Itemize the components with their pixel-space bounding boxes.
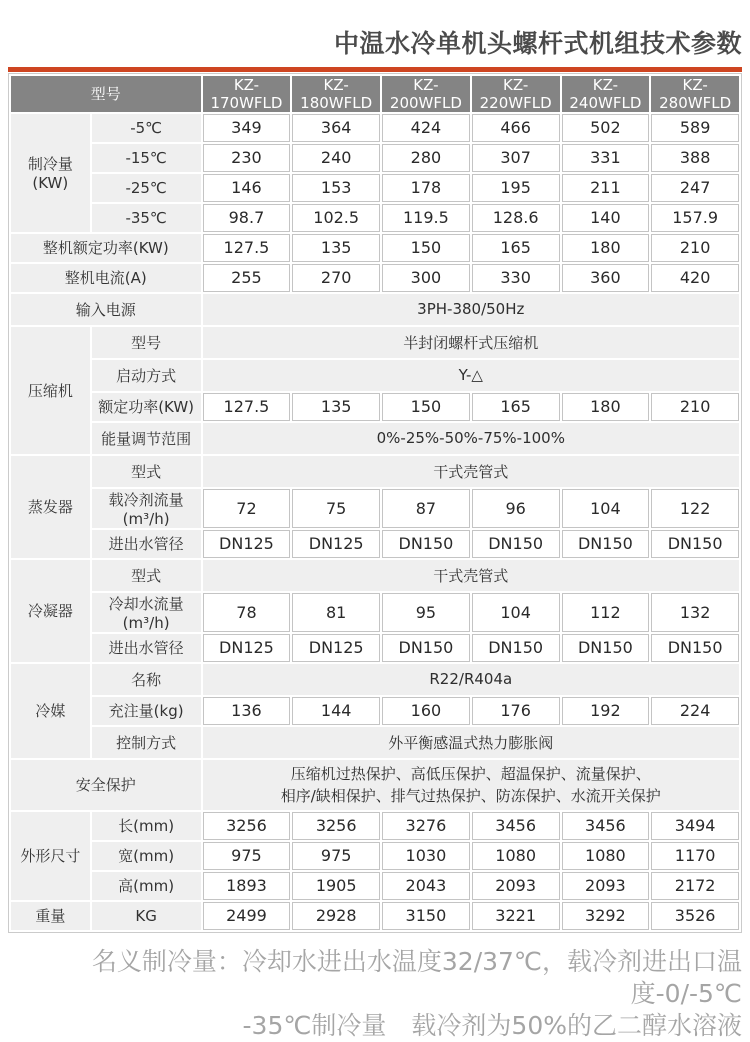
merged-value-cell: 干式壳管式 bbox=[203, 560, 739, 591]
value-cell: 349 bbox=[203, 114, 291, 142]
table-row bbox=[11, 593, 739, 632]
table-row bbox=[11, 664, 739, 695]
row-label-cell: KG bbox=[92, 902, 201, 930]
value-cell: 1893 bbox=[203, 872, 291, 900]
value-cell: DN150 bbox=[382, 634, 470, 662]
row-label-cell: -35℃ bbox=[92, 204, 201, 232]
row-label-cell: 型式 bbox=[92, 456, 201, 487]
value-cell: 3256 bbox=[292, 812, 380, 840]
row-label-cell: 启动方式 bbox=[92, 360, 201, 391]
value-cell: 466 bbox=[472, 114, 560, 142]
table-row bbox=[11, 327, 739, 358]
value-cell: 3526 bbox=[651, 902, 739, 930]
group-cell-compressor: 压缩机 bbox=[11, 327, 90, 454]
value-cell: 144 bbox=[292, 697, 380, 725]
value-cell: 146 bbox=[203, 174, 291, 202]
row-label-cell: 名称 bbox=[92, 664, 201, 695]
group-cell-dimensions: 外形尺寸 bbox=[11, 812, 90, 900]
value-cell: 104 bbox=[562, 489, 650, 528]
model-header-cell: KZ-240WFLD bbox=[562, 76, 650, 112]
value-cell: 224 bbox=[651, 697, 739, 725]
row-label-cell: -5℃ bbox=[92, 114, 201, 142]
safety-text-line2: 相序/缺相保护、排气过热保护、防冻保护、水流开关保护 bbox=[280, 786, 661, 805]
value-cell: 255 bbox=[203, 264, 291, 292]
row-label-cell: 控制方式 bbox=[92, 727, 201, 758]
value-cell: 81 bbox=[292, 593, 380, 632]
value-cell: 240 bbox=[292, 144, 380, 172]
value-cell: DN150 bbox=[472, 530, 560, 558]
value-cell: 180 bbox=[562, 393, 650, 421]
value-cell: 307 bbox=[472, 144, 560, 172]
table-row bbox=[11, 727, 739, 758]
value-cell: 135 bbox=[292, 393, 380, 421]
value-cell: 75 bbox=[292, 489, 380, 528]
value-cell: 78 bbox=[203, 593, 291, 632]
model-header-cell: KZ-180WFLD bbox=[292, 76, 380, 112]
value-cell: 3276 bbox=[382, 812, 470, 840]
safety-protection-cell bbox=[203, 760, 739, 810]
row-label-cell: 充注量(kg) bbox=[92, 697, 201, 725]
value-cell: 150 bbox=[382, 234, 470, 262]
value-cell: DN125 bbox=[203, 634, 291, 662]
value-cell: 388 bbox=[651, 144, 739, 172]
value-cell: 360 bbox=[562, 264, 650, 292]
row-label-cell: 整机额定功率(KW) bbox=[11, 234, 201, 262]
value-cell: DN150 bbox=[651, 634, 739, 662]
table-row bbox=[11, 234, 739, 262]
value-cell: 210 bbox=[651, 234, 739, 262]
merged-value-cell: 半封闭螺杆式压缩机 bbox=[203, 327, 739, 358]
value-cell: 502 bbox=[562, 114, 650, 142]
value-cell: 157.9 bbox=[651, 204, 739, 232]
value-cell: 2093 bbox=[472, 872, 560, 900]
table-row bbox=[11, 812, 739, 840]
value-cell: 98.7 bbox=[203, 204, 291, 232]
value-cell: DN150 bbox=[651, 530, 739, 558]
table-row bbox=[11, 393, 739, 421]
value-cell: 3456 bbox=[562, 812, 650, 840]
value-cell: 247 bbox=[651, 174, 739, 202]
group-cell-condenser: 冷凝器 bbox=[11, 560, 90, 662]
value-cell: 127.5 bbox=[203, 393, 291, 421]
row-label-cell: -15℃ bbox=[92, 144, 201, 172]
table-row bbox=[11, 760, 739, 810]
value-cell: 180 bbox=[562, 234, 650, 262]
value-cell: DN150 bbox=[562, 530, 650, 558]
value-cell: 195 bbox=[472, 174, 560, 202]
table-row bbox=[11, 114, 739, 142]
row-label-cell: 高(mm) bbox=[92, 872, 201, 900]
table-row bbox=[11, 360, 739, 391]
value-cell: 119.5 bbox=[382, 204, 470, 232]
row-label-cell: 整机电流(A) bbox=[11, 264, 201, 292]
model-header-cell: KZ-220WFLD bbox=[472, 76, 560, 112]
value-cell: 104 bbox=[472, 593, 560, 632]
footer-note bbox=[8, 946, 742, 1042]
value-cell: 128.6 bbox=[472, 204, 560, 232]
value-cell: DN150 bbox=[472, 634, 560, 662]
value-cell: 176 bbox=[472, 697, 560, 725]
merged-value-cell: 干式壳管式 bbox=[203, 456, 739, 487]
value-cell: 2093 bbox=[562, 872, 650, 900]
value-cell: DN150 bbox=[382, 530, 470, 558]
table-row bbox=[11, 842, 739, 870]
spec-sheet-page bbox=[0, 28, 750, 1040]
value-cell: 210 bbox=[651, 393, 739, 421]
value-cell: 364 bbox=[292, 114, 380, 142]
value-cell: DN125 bbox=[292, 634, 380, 662]
value-cell: 165 bbox=[472, 393, 560, 421]
model-header-cell: KZ-280WFLD bbox=[651, 76, 739, 112]
value-cell: 1170 bbox=[651, 842, 739, 870]
value-cell: 300 bbox=[382, 264, 470, 292]
group-cell-evaporator: 蒸发器 bbox=[11, 456, 90, 558]
value-cell: 589 bbox=[651, 114, 739, 142]
value-cell: 178 bbox=[382, 174, 470, 202]
row-label-cell: 输入电源 bbox=[11, 294, 201, 325]
group-cell-cooling-capacity: 制冷量(KW) bbox=[11, 114, 90, 232]
merged-value-cell: 外平衡感温式热力膨胀阀 bbox=[203, 727, 739, 758]
row-label-cell: -25℃ bbox=[92, 174, 201, 202]
row-label-cell: 型式 bbox=[92, 560, 201, 591]
merged-value-cell: R22/R404a bbox=[203, 664, 739, 695]
value-cell: DN150 bbox=[562, 634, 650, 662]
value-cell: 102.5 bbox=[292, 204, 380, 232]
value-cell: 150 bbox=[382, 393, 470, 421]
value-cell: 96 bbox=[472, 489, 560, 528]
group-cell-refrigerant: 冷媒 bbox=[11, 664, 90, 758]
value-cell: 72 bbox=[203, 489, 291, 528]
table-row bbox=[11, 294, 739, 325]
accent-divider bbox=[8, 67, 742, 72]
value-cell: 3494 bbox=[651, 812, 739, 840]
value-cell: 420 bbox=[651, 264, 739, 292]
value-cell: 127.5 bbox=[203, 234, 291, 262]
table-row bbox=[11, 456, 739, 487]
table-row bbox=[11, 530, 739, 558]
table-row bbox=[11, 697, 739, 725]
value-cell: 1030 bbox=[382, 842, 470, 870]
value-cell: 112 bbox=[562, 593, 650, 632]
value-cell: 1905 bbox=[292, 872, 380, 900]
value-cell: 153 bbox=[292, 174, 380, 202]
value-cell: 135 bbox=[292, 234, 380, 262]
safety-text-line1: 压缩机过热保护、高低压保护、超温保护、流量保护、 bbox=[290, 764, 651, 783]
value-cell: 2928 bbox=[292, 902, 380, 930]
value-cell: 3221 bbox=[472, 902, 560, 930]
merged-value-cell: 3PH-380/50Hz bbox=[203, 294, 739, 325]
row-label-cell: 宽(mm) bbox=[92, 842, 201, 870]
value-cell: 2499 bbox=[203, 902, 291, 930]
value-cell: 975 bbox=[203, 842, 291, 870]
row-label-cell: 进出水管径 bbox=[92, 530, 201, 558]
value-cell: 87 bbox=[382, 489, 470, 528]
value-cell: 132 bbox=[651, 593, 739, 632]
group-cell-weight: 重量 bbox=[11, 902, 90, 930]
value-cell: 95 bbox=[382, 593, 470, 632]
value-cell: 280 bbox=[382, 144, 470, 172]
model-header-cell: KZ-200WFLD bbox=[382, 76, 470, 112]
value-cell: 165 bbox=[472, 234, 560, 262]
value-cell: 3150 bbox=[382, 902, 470, 930]
table-row bbox=[11, 144, 739, 172]
row-label-cell: 长(mm) bbox=[92, 812, 201, 840]
value-cell: 192 bbox=[562, 697, 650, 725]
table-row bbox=[11, 489, 739, 528]
model-header-row bbox=[11, 76, 739, 112]
value-cell: 1080 bbox=[472, 842, 560, 870]
table-row bbox=[11, 204, 739, 232]
table-row bbox=[11, 264, 739, 292]
value-cell: 424 bbox=[382, 114, 470, 142]
merged-value-cell: 0%-25%-50%-75%-100% bbox=[203, 423, 739, 454]
row-label-cell: 额定功率(KW) bbox=[92, 393, 201, 421]
footer-note-line1: 名义制冷量：冷却水进出水温度32/37℃，载冷剂进出口温度-0/-5℃ bbox=[91, 946, 742, 1008]
table-row bbox=[11, 560, 739, 591]
row-label-cell: 载冷剂流量(m³/h) bbox=[92, 489, 201, 528]
value-cell: 140 bbox=[562, 204, 650, 232]
value-cell: 331 bbox=[562, 144, 650, 172]
row-label-cell: 能量调节范围 bbox=[92, 423, 201, 454]
corner-header-cell: 型号 bbox=[11, 76, 201, 112]
value-cell: 3292 bbox=[562, 902, 650, 930]
value-cell: 270 bbox=[292, 264, 380, 292]
footer-note-line2: -35℃制冷量 载冷剂为50%的乙二醇水溶液 bbox=[242, 1010, 742, 1040]
page-title: 中温水冷单机头螺杆式机组技术参数 bbox=[333, 29, 742, 58]
table-row bbox=[11, 872, 739, 900]
value-cell: DN125 bbox=[203, 530, 291, 558]
row-label-cell: 型号 bbox=[92, 327, 201, 358]
row-label-cell: 安全保护 bbox=[11, 760, 201, 810]
value-cell: 3256 bbox=[203, 812, 291, 840]
value-cell: 211 bbox=[562, 174, 650, 202]
value-cell: 160 bbox=[382, 697, 470, 725]
value-cell: 975 bbox=[292, 842, 380, 870]
row-label-cell: 冷却水流量(m³/h) bbox=[92, 593, 201, 632]
value-cell: DN125 bbox=[292, 530, 380, 558]
model-header-cell: KZ-170WFLD bbox=[203, 76, 291, 112]
table-row bbox=[11, 902, 739, 930]
table-row bbox=[11, 634, 739, 662]
value-cell: 2172 bbox=[651, 872, 739, 900]
merged-value-cell: Y-△ bbox=[203, 360, 739, 391]
value-cell: 230 bbox=[203, 144, 291, 172]
value-cell: 330 bbox=[472, 264, 560, 292]
value-cell: 1080 bbox=[562, 842, 650, 870]
table-row bbox=[11, 423, 739, 454]
value-cell: 2043 bbox=[382, 872, 470, 900]
table-row bbox=[11, 174, 739, 202]
row-label-cell: 进出水管径 bbox=[92, 634, 201, 662]
value-cell: 136 bbox=[203, 697, 291, 725]
spec-table bbox=[8, 73, 742, 933]
value-cell: 122 bbox=[651, 489, 739, 528]
value-cell: 3456 bbox=[472, 812, 560, 840]
